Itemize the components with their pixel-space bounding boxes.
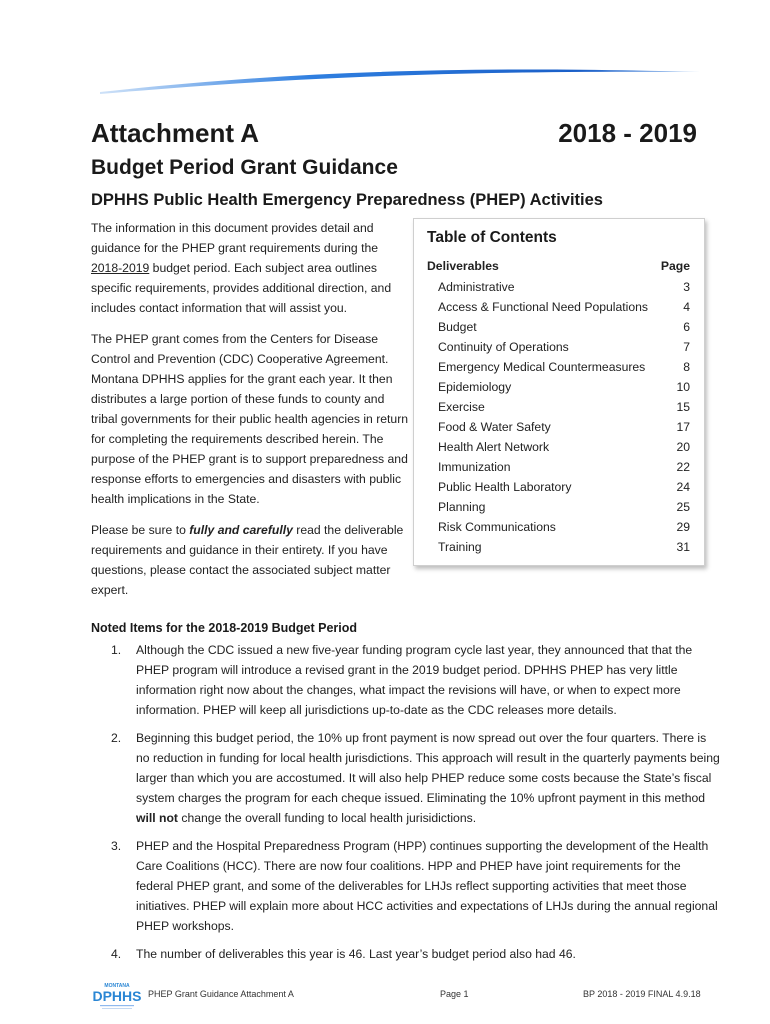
intro-p1-end: budget period. Each subject area outlines specific requirements, provides additional direction, and includes contact information that will assist you. [91,261,392,315]
intro-p3-start: Please be sure to [91,523,190,537]
toc-item-label: Immunization [438,460,511,474]
intro-paragraph-3 [91,520,409,600]
footer-version: BP 2018 - 2019 FINAL 4.9.18 [583,989,701,999]
toc-item[interactable] [414,277,704,297]
toc-header-page: Page [660,259,690,273]
intro-p3-end: read the deliverable requirements and guidance in their entirety. If you have questions, please contact the associated subject matter expert. [91,523,404,597]
toc-list [414,277,704,557]
toc-item[interactable] [414,337,704,357]
list-item [91,640,721,720]
toc-item[interactable] [414,457,704,477]
toc-item-page: 3 [683,280,690,294]
toc-item-page: 25 [676,500,690,514]
item-text: PHEP and the Hospital Preparedness Program (HPP) continues supporting the development of the Health Care Coalitions (HCC). There are now four coalitions. HPP and PHEP have joint requirements for the federal PHEP grant, and some of the deliverables for LHJs reflect supporting activities that meet those initiatives. PHEP will explain more about HCC activities and expectations of LHJs during the annual regional PHEP workshops. [136,839,718,933]
item-number: 4. [111,947,122,961]
toc-item[interactable] [414,317,704,337]
toc-item-label: Health Alert Network [438,440,550,454]
footer-document-name: PHEP Grant Guidance Attachment A [148,989,294,999]
toc-item-label: Emergency Medical Countermeasures [438,360,646,374]
item-text: Although the CDC issued a new five-year funding program cycle last year, they announced that that the PHEP program will introduce a revised grant in the 2019 budget period. DPHHS PHEP has very little information right now about the changes, what impact the revisions will have, or when to expect more information. PHEP will keep all jurisdictions up-to-date as the CDC releases more details. [136,643,693,717]
logo-top-text: MONTANA [104,983,130,989]
item-text-end: change the overall funding to local health jurisidictions. [177,811,477,825]
toc-item-label: Access & Functional Need Populations [438,300,649,314]
item-number: 1. [111,643,122,657]
toc-item[interactable] [414,517,704,537]
document-subtitle: Budget Period Grant Guidance [91,156,398,179]
list-item [91,836,721,936]
toc-item-label: Budget [438,320,477,334]
page-footer [0,980,770,1024]
toc-item-label: Training [438,540,482,554]
intro-paragraph-2: The PHEP grant comes from the Centers for Disease Control and Prevention (CDC) Cooperative Agreement. Montana DPHHS applies for the grant each year. It then distributes a large portion of these funds to county and tribal governments for their public health agencies in return for completing the requirements described herein. The purpose of the PHEP grant is to support preparedness and response efforts to emergencies and disasters with public health implications in the State. [91,332,409,506]
year-range: 2018 - 2019 [558,118,697,148]
toc-item-label: Food & Water Safety [438,420,551,434]
toc-item-page: 29 [676,520,690,534]
intro-text [91,218,409,611]
toc-item-label: Continuity of Operations [438,340,569,354]
toc-item-page: 31 [676,540,690,554]
toc-item-page: 8 [683,360,690,374]
toc-item-label: Administrative [438,280,515,294]
list-item [91,944,721,964]
toc-item[interactable] [414,417,704,437]
item-number: 2. [111,731,122,745]
logo-main-text: DPHHS [92,988,142,1004]
noted-items-title: Noted Items for the 2018-2019 Budget Period [91,621,358,635]
toc-item[interactable] [414,437,704,457]
intro-paragraph-1 [91,218,409,318]
toc-item[interactable] [414,357,704,377]
toc-item[interactable] [414,497,704,517]
toc-item-label: Risk Communications [438,520,556,534]
toc-item-label: Planning [438,500,486,514]
toc-item-page: 4 [683,300,690,314]
toc-title: Table of Contents [427,229,557,246]
item-number: 3. [111,839,122,853]
title-row [91,118,697,158]
intro-p1-start: The information in this document provides detail and guidance for the PHEP grant requirements during the [91,221,379,255]
dphhs-logo [92,980,142,1014]
toc-item-page: 7 [683,340,690,354]
toc-item-page: 20 [676,440,690,454]
toc-item-page: 22 [676,460,690,474]
attachment-title: Attachment A [91,118,260,148]
item-text: The number of deliverables this year is 46. Last year’s budget period also had 46. [136,947,576,961]
toc-item-page: 17 [676,420,690,434]
budget-period-link: 2018-2019 [91,261,150,275]
toc-item[interactable] [414,477,704,497]
table-of-contents [413,218,705,566]
section-title: DPHHS Public Health Emergency Preparedness (PHEP) Activities [91,191,603,209]
toc-item-page: 15 [676,400,690,414]
toc-item-page: 6 [683,320,690,334]
toc-item[interactable] [414,397,704,417]
toc-item-page: 24 [676,480,690,494]
noted-items-list [91,640,721,972]
toc-header-deliverables: Deliverables [427,259,499,273]
toc-item-page: 10 [676,380,690,394]
toc-item[interactable] [414,297,704,317]
emphasis-text: fully and carefully [189,523,293,537]
item-text-start: Beginning this budget period, the 10% up front payment is now spread out over the four quarters. There is no reduction in funding for local health jurisdictions. This approach will result in the quarterly payments being larger than which you are accostumed. It will also help PHEP reduce some costs because the State’s fiscal system charges the program for each cheque issued. Eliminating the 10% upfront payment in this method [136,731,720,805]
toc-item-label: Exercise [438,400,485,414]
toc-item[interactable] [414,377,704,397]
header-swoosh [0,0,770,110]
list-item [91,728,721,828]
toc-item-label: Epidemiology [438,380,512,394]
item-bold-text: will not [136,811,178,825]
toc-item[interactable] [414,537,704,557]
footer-page-number: Page 1 [440,989,469,999]
toc-item-label: Public Health Laboratory [438,480,572,494]
